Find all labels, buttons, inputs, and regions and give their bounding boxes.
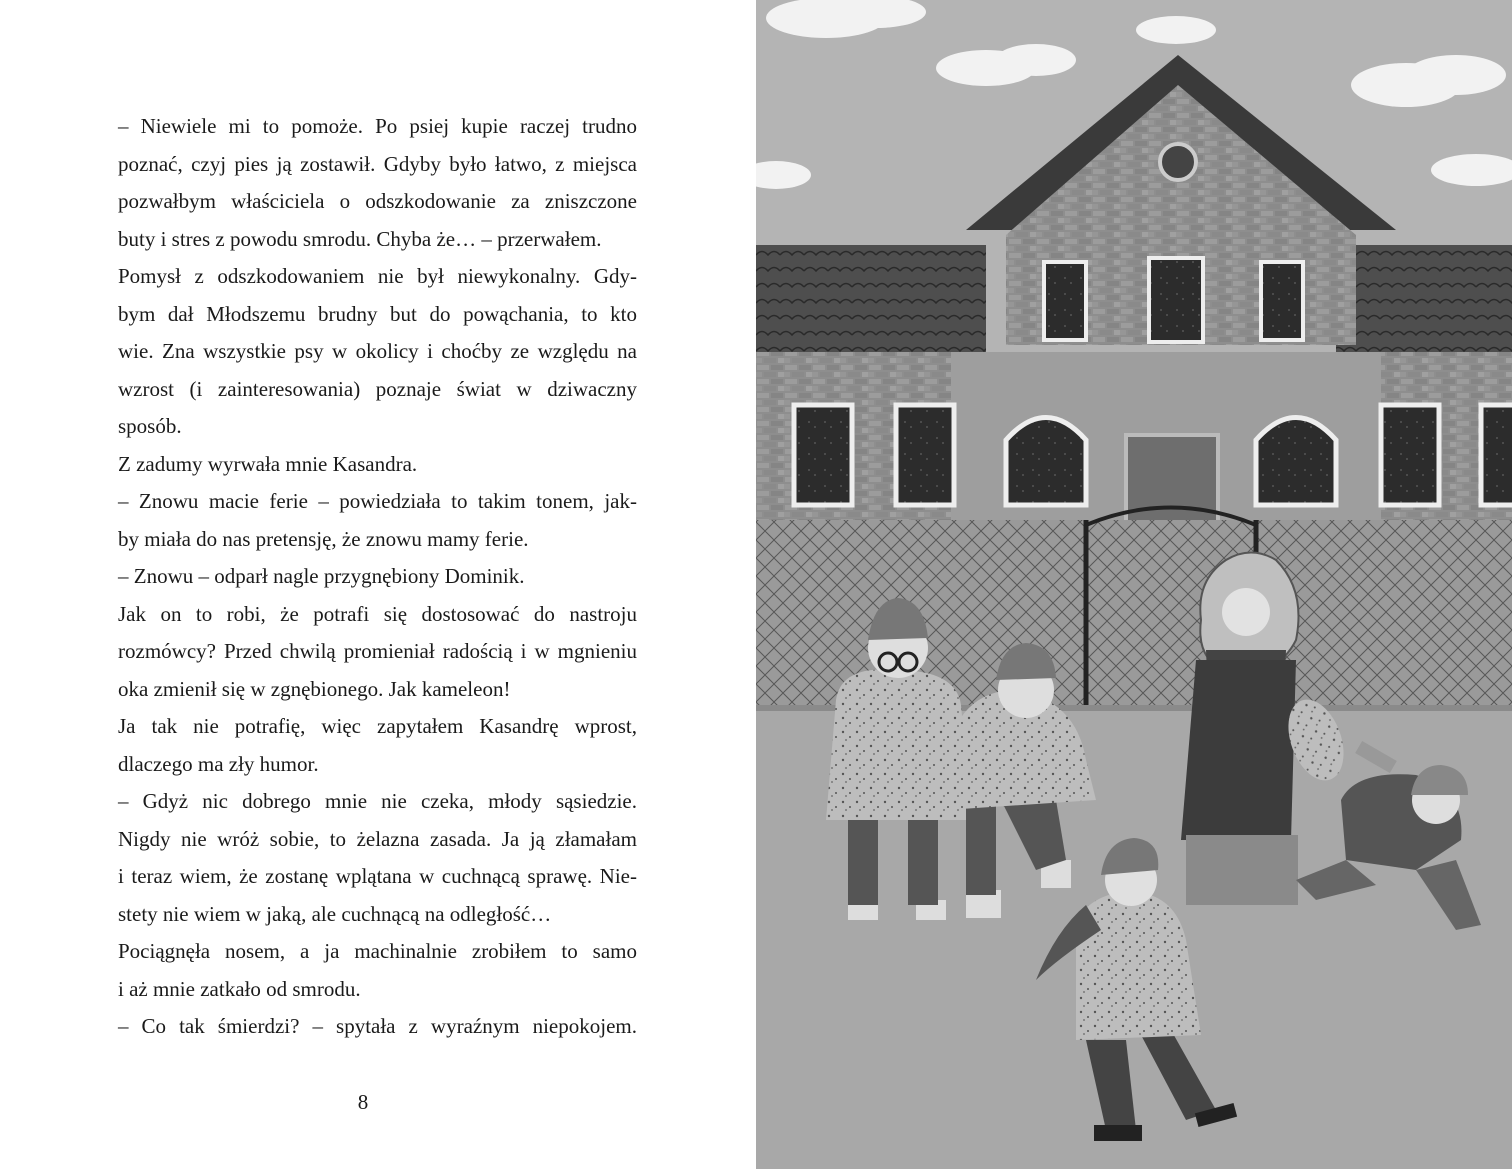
text-line: oka zmienił się w zgnębionego. Jak kameleon! [118, 676, 511, 701]
text-line: Pomysł z odszkodowaniem nie był niewykonalny. Gdy- [118, 264, 637, 288]
round-window [1160, 144, 1196, 180]
text-line: i aż mnie zatkało od smrodu. [118, 976, 361, 1001]
text-line: – Niewiele mi to pomoże. Po psiej kupie raczej trudno [118, 114, 637, 138]
illustration [756, 0, 1512, 1169]
text-line: Z zadumy wyrwała mnie Kasandra. [118, 451, 418, 476]
right-roof [1336, 245, 1512, 355]
text-line: poznać, czyj pies ją zostawił. Gdyby było łatwo, z miejsca [118, 151, 637, 176]
text-line: – Znowu macie ferie – powiedziała to takim tonem, jak- [118, 489, 637, 513]
page-number: 8 [357, 1090, 369, 1114]
text-line: wzrost (i zainteresowania) poznaje świat w dziwaczny [118, 376, 637, 401]
text-line: stety nie wiem w jaką, ale cuchnącą na odległość… [118, 901, 552, 926]
text-line: Pociągnęła nosem, a ja machinalnie zrobiłem to samo [118, 939, 637, 963]
text-line: wie. Zna wszystkie psy w okolicy i choćby ze względu na [118, 339, 637, 363]
upper-windows [1044, 258, 1303, 342]
text-line: – Znowu – odparł nagle przygnębiony Dominik. [118, 564, 525, 588]
text-line: dlaczego ma zły humor. [118, 751, 319, 776]
text-line: Nigdy nie wróż sobie, to żelazna zasada. Ja ją złamałam [118, 826, 637, 851]
text-line: – Co tak śmierdzi? – spytała z wyraźnym niepokojem. [118, 1014, 637, 1038]
text-line: i teraz wiem, że zostanę wplątana w cuchnącą sprawę. Nie- [118, 864, 637, 888]
text-line: – Gdyż nic dobrego mnie nie czeka, młody sąsiedzie. [118, 789, 637, 813]
body-text [118, 108, 637, 1046]
text-line: pozwałbym właściciela o odszkodowanie za zniszczone [118, 189, 637, 213]
text-line: Jak on to robi, że potrafi się dostosować do nastroju [118, 601, 637, 626]
text-line: Ja tak nie potrafię, więc zapytałem Kasandrę wprost, [118, 714, 637, 738]
left-roof [756, 245, 986, 355]
text-line: by miała do nas pretensję, że znowu mamy ferie. [118, 526, 529, 551]
text-line: rozmówcy? Przed chwilą promieniał radością i w mgnieniu [118, 639, 637, 663]
text-line: sposób. [118, 414, 182, 438]
text-line: buty i stres z powodu smrodu. Chyba że… – przerwałem. [118, 226, 602, 251]
text-line: bym dał Młodszemu brudny but do powąchania, to kto [118, 301, 637, 326]
illustration-school-scene [756, 0, 1512, 1169]
